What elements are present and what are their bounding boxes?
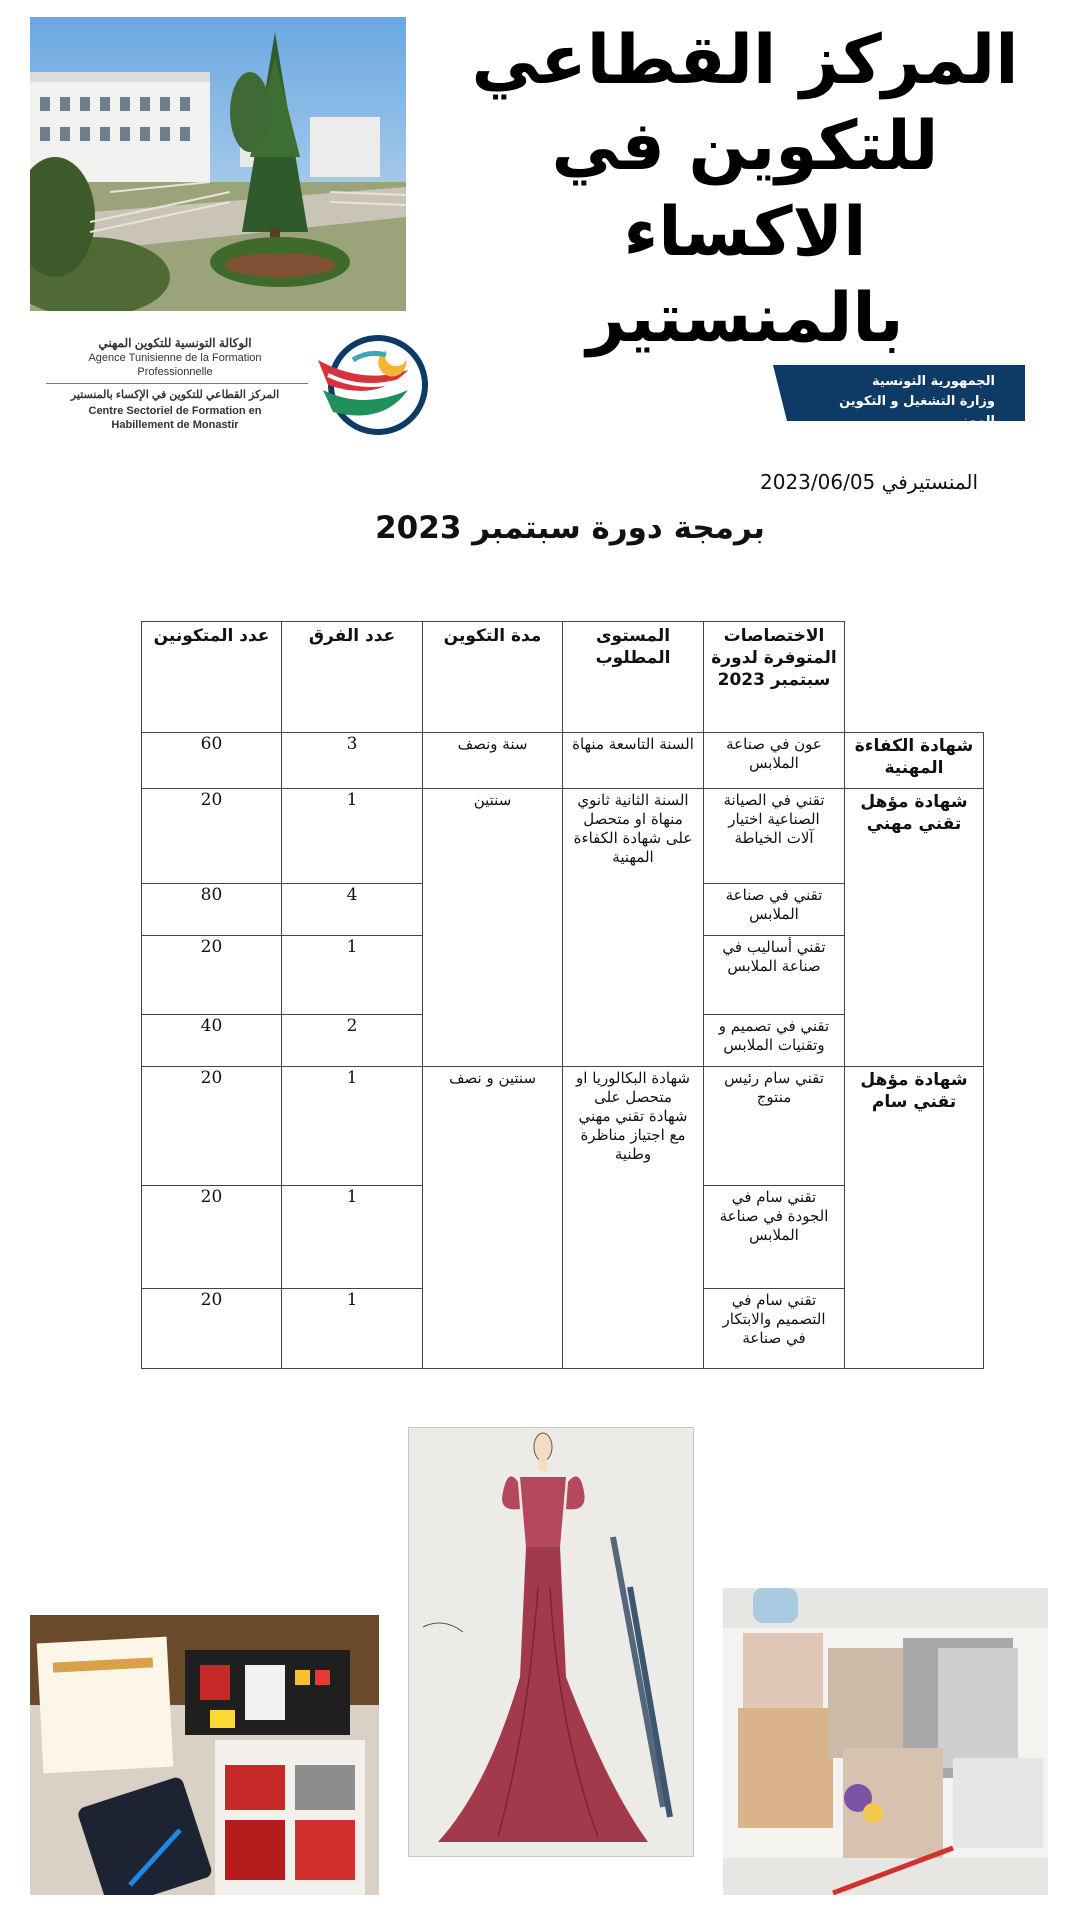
groups-row-4: 1: [346, 937, 358, 957]
level-bts: شهادة البكالوريا او متحصل على شهادة تقني مهني مع اجتياز مناظرة وطنية: [576, 1069, 690, 1163]
trainees-row-7: 20: [200, 1187, 223, 1207]
agency-name-ar: الوكالة التونسية للتكوين المهني: [98, 336, 252, 350]
groups-row-6: 1: [346, 1068, 358, 1088]
agency-logo-icon: [308, 330, 438, 440]
trainees-row-6: 20: [200, 1068, 223, 1088]
groups-row-5: 2: [346, 1016, 358, 1036]
specialty-row-3: تقني في صناعة الملابس: [725, 886, 823, 923]
header-specialties: الاختصاصات المتوفرة لدورة سبتمبر 2023: [711, 626, 837, 690]
header-duration: مدة التكوين: [443, 626, 542, 646]
date-value: 2023/06/05: [760, 470, 876, 494]
specialty-row-5: تقني في تصميم و وتقنيات الملابس: [718, 1017, 830, 1054]
trainees-row-2: 20: [200, 790, 223, 810]
agency-logo-block: [40, 330, 440, 440]
program-title: برمجة دورة سبتمبر 2023: [375, 510, 765, 546]
center-name-ar: المركز القطاعي للتكوين في الإكساء بالمنستير: [70, 389, 280, 401]
photo-dress-sketch: [408, 1427, 694, 1857]
agency-name-fr-1: Agence Tunisienne de la Formation: [88, 352, 262, 364]
photo-moodboard: [723, 1588, 1048, 1895]
specialty-row-6: تقني سام رئيس منتوج: [724, 1069, 824, 1106]
level-tech: السنة الثانية ثانوي منهاة او متحصل على شهادة الكفاءة المهنية: [573, 791, 693, 866]
header-trainees: عدد المتكونين: [153, 626, 270, 646]
ministry-banner: [773, 365, 1025, 429]
certificate-tech: شهادة مؤهل تقني مهني: [860, 792, 968, 834]
specialty-row-2: تقني في الصيانة الصناعية اختيار آلات الخياطة: [723, 791, 825, 847]
program-table: [141, 621, 984, 1369]
duration-bts: سنتين و نصف: [448, 1069, 537, 1087]
duration-tech: سنتين: [473, 791, 512, 809]
groups-row-1: 3: [346, 734, 358, 754]
ministry-line-1: الجمهورية التونسية: [871, 374, 995, 389]
duration-cap: سنة ونصف: [457, 735, 528, 753]
trainees-row-1: 60: [200, 734, 223, 754]
main-title-line-3: بالمنستير: [586, 279, 904, 358]
ministry-line-2: وزارة التشغيل و التكوين المهني: [839, 394, 995, 429]
trainees-row-5: 40: [200, 1016, 223, 1036]
main-title: [420, 18, 1070, 362]
center-name-fr-2: Habillement de Monastir: [111, 419, 239, 431]
trainees-row-8: 20: [200, 1290, 223, 1310]
date-line: [760, 470, 978, 494]
specialty-row-7: تقني سام في الجودة في صناعة الملابس: [719, 1188, 829, 1244]
header-level: المستوى المطلوب: [595, 626, 671, 668]
level-cap: السنة التاسعة منهاة: [572, 735, 694, 753]
certificate-bts: شهادة مؤهل تقني سام: [860, 1070, 968, 1112]
specialty-row-8: تقني سام في التصميم والابتكار في صناعة: [722, 1291, 826, 1347]
specialty-row-1: عون في صناعة الملابس: [726, 735, 822, 772]
agency-divider: [46, 383, 308, 384]
trainees-row-3: 80: [200, 885, 223, 905]
photo-design-desk: [30, 1615, 379, 1895]
main-title-line-2: للتكوين في الاكساء: [551, 107, 939, 272]
center-name-fr-1: Centre Sectoriel de Formation en: [88, 405, 262, 417]
agency-name-fr-2: Professionnelle: [137, 366, 213, 378]
date-prefix: المنستيرفي: [881, 470, 979, 494]
groups-row-8: 1: [346, 1290, 358, 1310]
header-building-photo: [30, 17, 406, 311]
header-groups: عدد الفرق: [308, 626, 396, 646]
main-title-line-1: المركز القطاعي: [471, 21, 1019, 100]
trainees-row-4: 20: [200, 937, 223, 957]
groups-row-3: 4: [346, 885, 358, 905]
groups-row-7: 1: [346, 1187, 358, 1207]
groups-row-2: 1: [346, 790, 358, 810]
specialty-row-4: تقني أساليب في صناعة الملابس: [722, 938, 826, 975]
certificate-cap: شهادة الكفاءة المهنية: [854, 736, 974, 778]
